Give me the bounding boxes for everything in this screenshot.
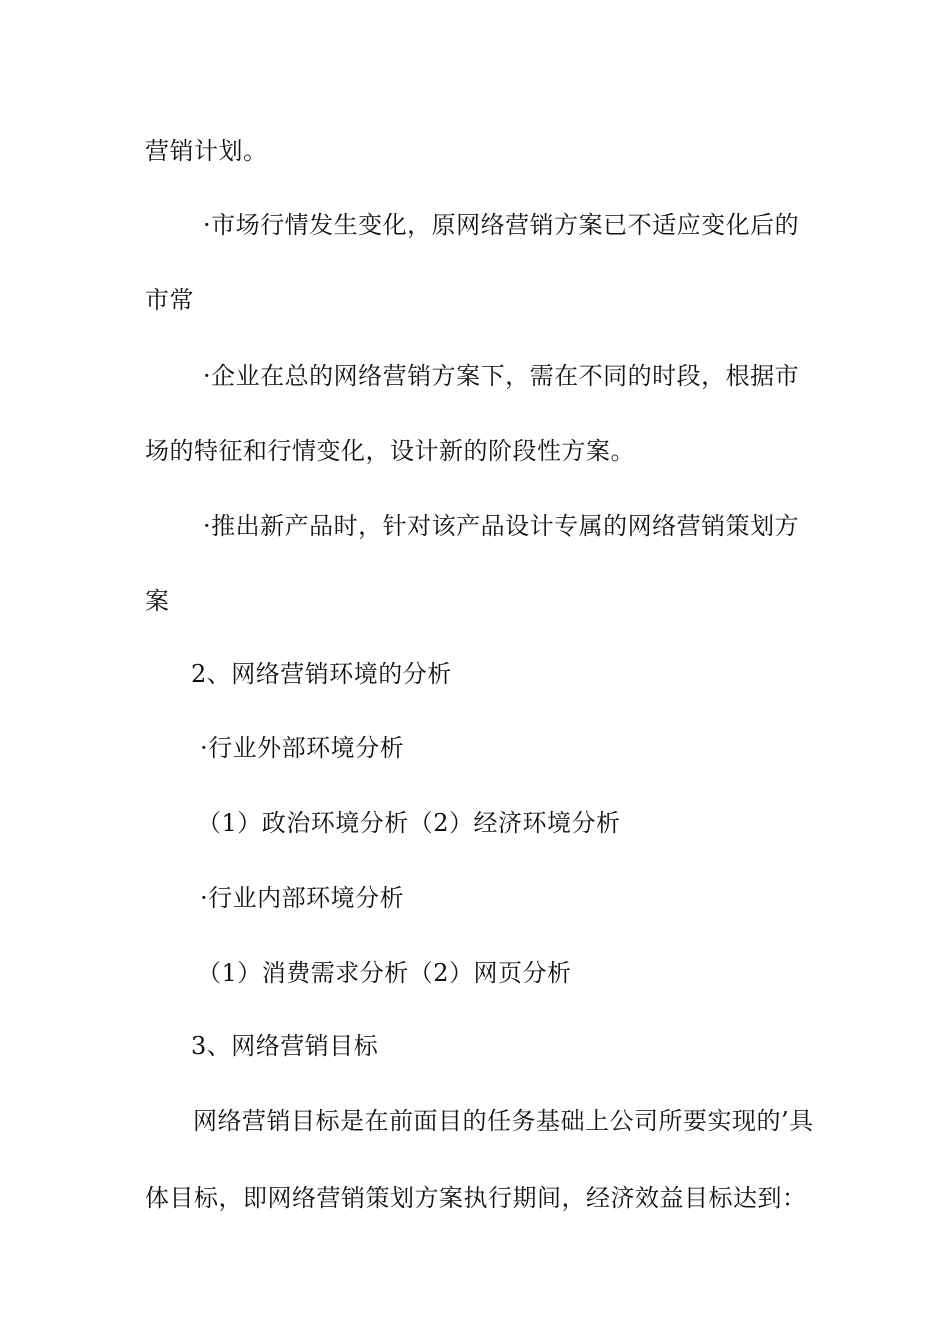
paragraph-line: 体目标，即网络营销策划方案执行期间，经济效益目标达到： — [145, 1184, 807, 1212]
bullet-line: ·市场行情发生变化，原网络营销方案已不适应变化后的 — [203, 211, 800, 239]
bullet-line: ·推出新产品时，针对该产品设计专属的网络营销策划方 — [203, 512, 800, 540]
text-line: 营销计划。 — [145, 137, 268, 165]
paragraph-line: 网络营销目标是在前面目的任务基础上公司所要实现的’具 — [193, 1107, 814, 1135]
bullet-line: ·行业外部环境分析 — [200, 734, 405, 762]
text-line: 场的特征和行情变化，设计新的阶段性方案。 — [145, 437, 635, 465]
text-line: 案 — [145, 587, 170, 615]
section-heading: 2、网络营销环境的分析 — [191, 660, 452, 688]
sub-item-line: （1）政治环境分析（2）经济环境分析 — [197, 809, 621, 837]
sub-item-line: （1）消费需求分析（2）网页分析 — [197, 959, 572, 987]
bullet-line: ·行业内部环境分析 — [200, 884, 405, 912]
text-line: 市常 — [145, 286, 194, 314]
bullet-line: ·企业在总的网络营销方案下，需在不同的时段，根据市 — [203, 362, 800, 390]
section-heading: 3、网络营销目标 — [191, 1032, 379, 1060]
